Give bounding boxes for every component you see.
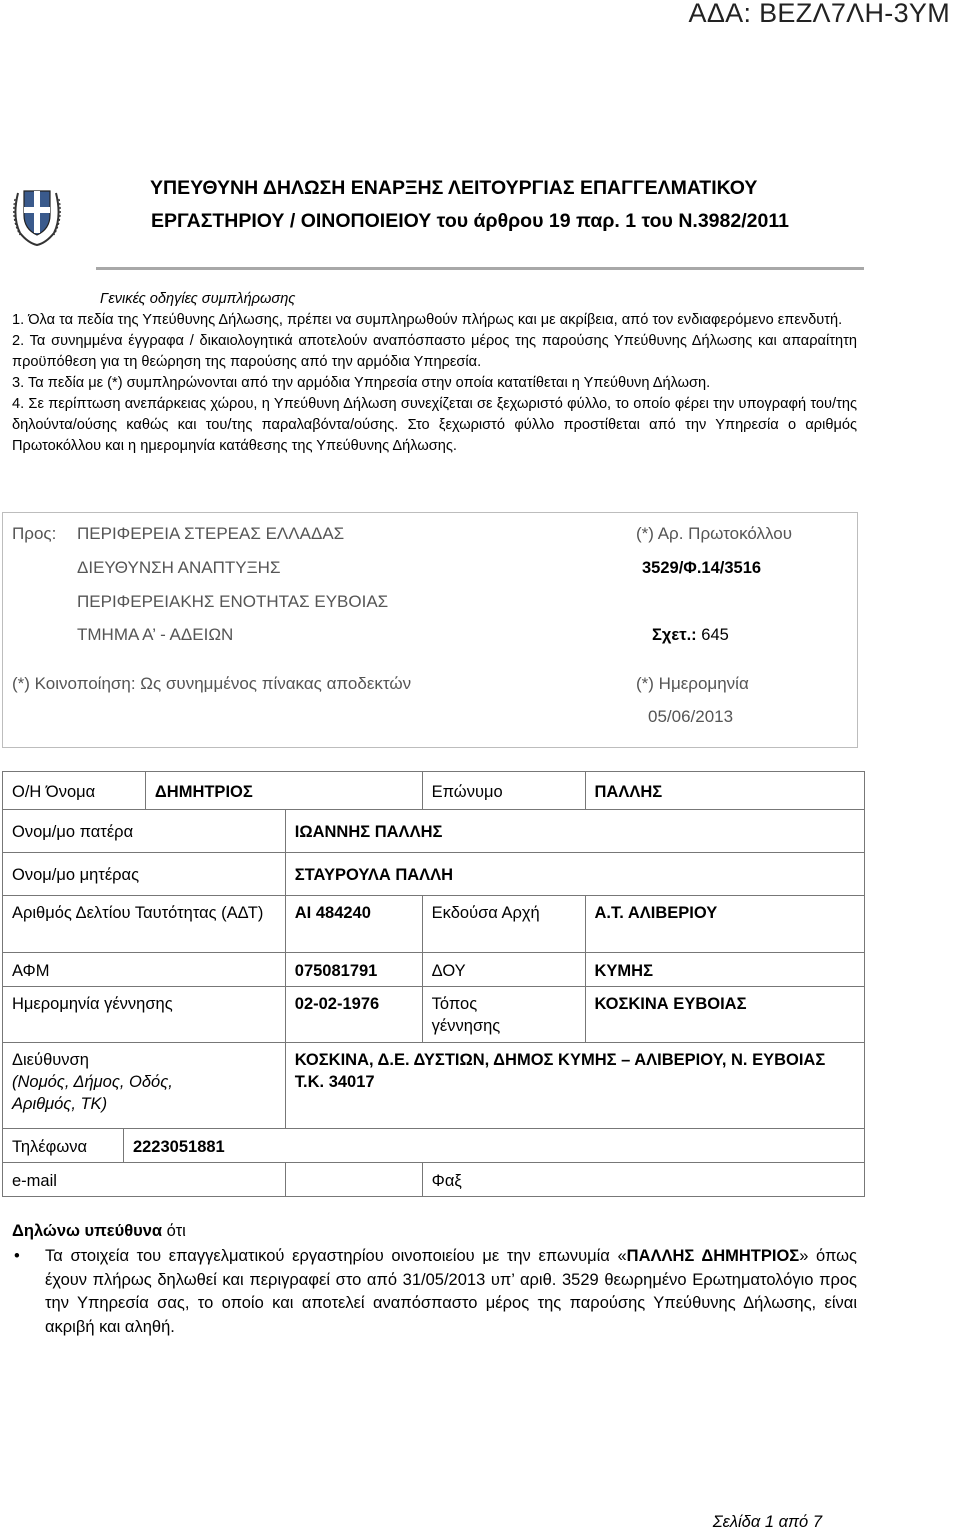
email-label: e-mail [3,1163,286,1197]
page-title [150,172,789,238]
bullet-icon: • [14,1247,20,1265]
instruction-item: 2. Τα συνημμένα έγγραφα / δικαιολογητικά αποτελούν αναπόσπαστο μέρος της παρούσης Υπεύθυνης Δήλωσης και απαραίτητη προϋπόθεση για τη θεώρηση της παρούσης από την αρμόδια Υπηρεσία. [12,333,857,370]
instruction-item: 1. Όλα τα πεδία της Υπεύθυνης Δήλωσης, πρέπει να συμπληρωθούν πλήρως και με ακρίβεια, από τον ενδιαφερόμενο επενδυτή. [12,312,843,328]
mother-label: Ονομ/μο μητέρας [3,853,286,896]
related-value: 645 [701,626,729,644]
instructions-heading: Γενικές οδηγίες συμπλήρωσης [100,291,296,307]
related-label: Σχετ.: [652,626,697,644]
doy-value: ΚΥΜΗΣ [585,953,865,987]
first-name-value: ΔΗΜΗΤΡΙΟΣ [145,772,422,810]
declaration-company-name: ΠΑΛΛΗΣ ΔΗΜΗΤΡΙΟΣ [626,1247,800,1265]
id-label: Αριθμός Δελτίου Ταυτότητας (ΑΔΤ) [3,896,286,953]
title-line-2: ΕΡΓΑΣΤΗΡΙΟΥ / ΟΙΝΟΠΟΙΕΙΟΥ του άρθρου 19 παρ. 1 του Ν.3982/2011 [151,210,789,232]
birthplace-value: ΚΟΣΚΙΝΑ ΕΥΒΟΙΑΣ [585,987,865,1043]
notification-line: (*) Κοινοποίηση: Ως συνημμένος πίνακας αποδεκτών [12,674,412,693]
protocol-label: (*) Αρ. Πρωτοκόλλου [636,524,793,543]
surname-value: ΠΑΛΛΗΣ [585,772,865,810]
issuer-value: Α.Τ. ΑΛΙΒΕΡΙΟΥ [585,896,865,953]
address-label: Διεύθυνση [12,1051,89,1069]
protocol-number: 3529/Φ.14/3516 [642,559,762,577]
personal-details-table [2,771,865,1197]
instructions-block [12,289,857,457]
declaration-text-part-1: Τα στοιχεία του επαγγελματικού εργαστηρίου οινοποιείου με την επωνυμία « [45,1247,627,1265]
father-label: Ονομ/μο πατέρα [3,810,286,853]
declaration-lead [12,1222,186,1241]
birthdate-value: 02-02-1976 [285,987,422,1043]
declaration-lead-bold: Δηλώνω υπεύθυνα [12,1222,163,1240]
table-row [3,810,865,853]
recipient-line-3: ΠΕΡΙΦΕΡΕΙΑΚΗΣ ΕΝΟΤΗΤΑΣ ΕΥΒΟΙΑΣ [77,592,389,611]
phone-value: 2223051881 [123,1129,864,1163]
table-row [3,896,865,953]
related-reference [652,626,729,645]
afm-value: 075081791 [285,953,422,987]
phone-label: Τηλέφωνα [3,1129,124,1163]
page-number: Σελίδα 1 από 7 [712,1513,822,1531]
doy-label: ΔΟΥ [422,953,585,987]
greek-coat-of-arms-icon [12,185,62,247]
table-row [3,1163,865,1197]
address-value: ΚΟΣΚΙΝΑ, Δ.Ε. ΔΥΣΤΙΩΝ, ΔΗΜΟΣ ΚΥΜΗΣ – ΑΛΙΒΕΡΙΟΥ, Ν. ΕΥΒΟΙΑΣ Τ.Κ. 34017 [285,1043,864,1129]
mother-value: ΣΤΑΥΡΟΥΛΑ ΠΑΛΛΗ [285,853,864,896]
recipient-label: Προς: [12,524,57,543]
father-value: ΙΩΑΝΝΗΣ ΠΑΛΛΗΣ [285,810,864,853]
email-value [285,1163,422,1197]
instruction-item: 4. Σε περίπτωση ανεπάρκειας χώρου, η Υπεύθυνη Δήλωση συνεχίζεται σε ξεχωριστό φύλλο, το οποίο φέρει την υπογραφή του/της δηλούντα/ούσης καθώς και του/της παραλαβόντα/ούσης. Στο ξεχωριστό φύλλο προστίθεται από την Υπηρεσία ο αριθμός Πρωτοκόλλου και η ημερομηνία κατάθεσης της Υπεύθυνης Δήλωσης. [12,396,857,454]
table-row [3,853,865,896]
table-row [3,1129,865,1163]
instruction-item: 3. Τα πεδία με (*) συμπληρώνονται από την αρμόδια Υπηρεσία στην οποία κατατίθεται η Υπεύθυνη Δήλωση. [12,375,711,391]
birthdate-label: Ημερομηνία γέννησης [3,987,286,1043]
address-label-cell [3,1043,286,1129]
recipient-line-1: ΠΕΡΙΦΕΡΕΙΑ ΣΤΕΡΕΑΣ ΕΛΛΑΔΑΣ [77,524,345,543]
date-label: (*) Ημερομηνία [636,674,749,693]
date-value: 05/06/2013 [648,707,734,726]
table-row [3,953,865,987]
recipient-line-2: ΔΙΕΥΘΥΝΣΗ ΑΝΑΠΤΥΞΗΣ [77,558,281,577]
title-line-1: ΥΠΕΥΘΥΝΗ ΔΗΛΩΣΗ ΕΝΑΡΞΗΣ ΛΕΙΤΟΥΡΓΙΑΣ ΕΠΑΓΓΕΛΜΑΤΙΚΟΥ [150,177,758,199]
declaration-text-part-2: » όπως έχουν πλήρως δηλωθεί και περιγραφεί στο από 31/05/2013 υπ’ αριθ. 3529 θεωρημένο Ερωτηματολόγιο προς την Υπηρεσία σας, το οποίο και αποτελεί αναπόσπαστο μέρος της παρούσης Υπεύθυνης Δήλωσης, είναι ακριβή και αληθή. [45,1247,857,1336]
id-value: ΑΙ 484240 [285,896,422,953]
issuer-label: Εκδούσα Αρχή [422,896,585,953]
table-row [3,987,865,1043]
document-code: ΑΔΑ: ΒΕΖΛ7ΛΗ-3ΥΜ [688,0,950,28]
fax-label: Φαξ [422,1163,864,1197]
declaration-lead-rest: ότι [162,1222,186,1240]
title-divider [96,267,864,270]
surname-label: Επώνυμο [422,772,585,810]
birthplace-label [422,987,585,1043]
name-label: Ο/Η Όνομα [3,772,146,810]
table-row [3,1043,865,1129]
birthplace-label-text: Τόπος γέννησης [431,995,501,1035]
recipient-line-4: ΤΜΗΜΑ Α’ - ΑΔΕΙΩΝ [77,625,234,644]
table-row [3,772,865,810]
address-hint: (Νομός, Δήμος, Οδός, Αριθμός, ΤΚ) [12,1073,173,1113]
declaration-list [12,1245,857,1339]
list-item [12,1245,857,1339]
afm-label: ΑΦΜ [3,953,286,987]
